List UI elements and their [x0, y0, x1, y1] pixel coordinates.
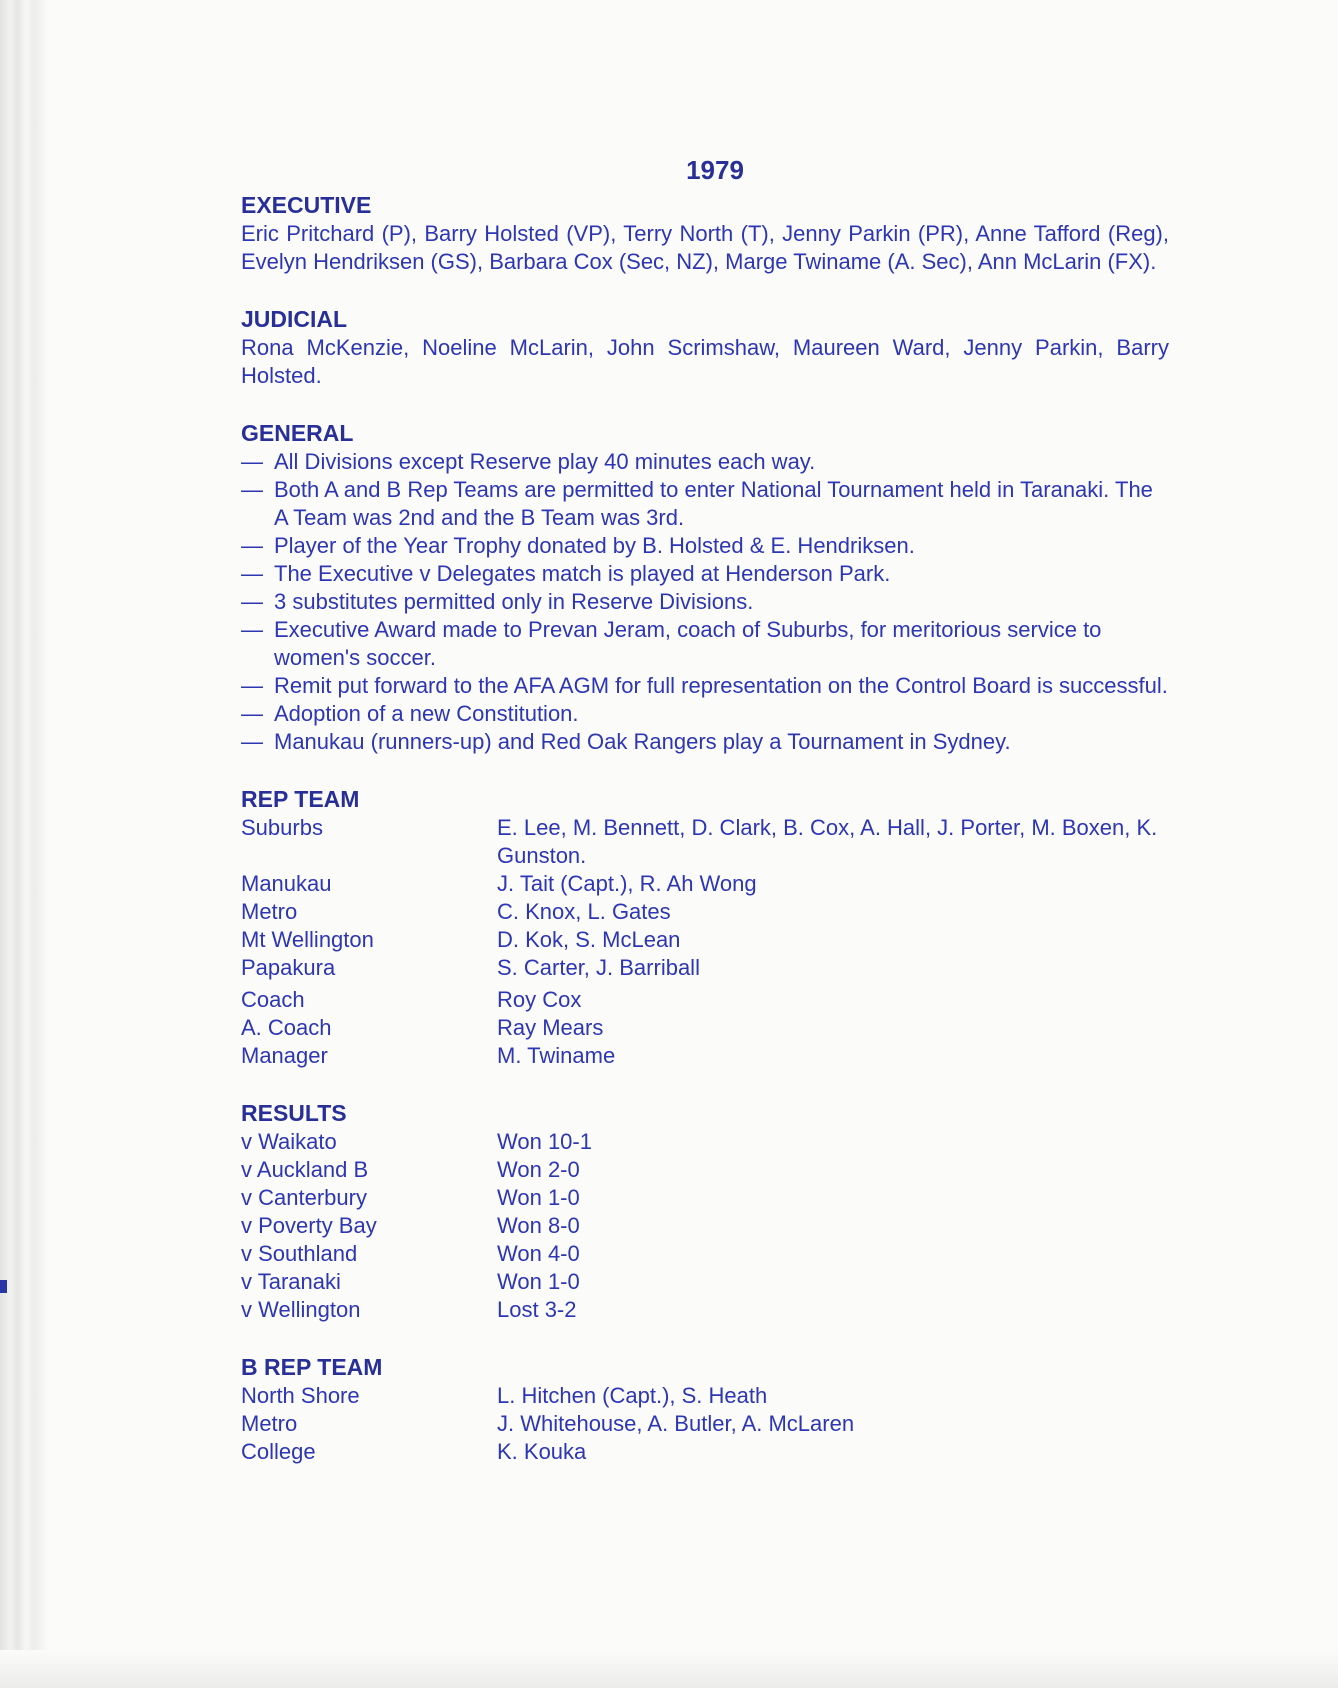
list-item: [241, 476, 1169, 532]
executive-heading: EXECUTIVE: [241, 192, 372, 218]
binding-edge: [0, 0, 60, 1688]
page-bottom-edge: [0, 1650, 1338, 1688]
row-label: Manager: [241, 1043, 328, 1068]
list-item: [241, 532, 1169, 560]
results-section: [241, 1098, 1169, 1324]
row-value: Roy Cox: [497, 987, 582, 1012]
row-value: E. Lee, M. Bennett, D. Clark, B. Cox, A. Hall, J. Porter, M. Boxen, K. Gunston.: [497, 815, 1158, 868]
row-label: v Wellington: [241, 1297, 361, 1322]
row-value: D. Kok, S. McLean: [497, 927, 681, 952]
list-item: [241, 700, 1169, 728]
dash: —: [241, 589, 263, 614]
results-list: [241, 1128, 1169, 1324]
row-label: v Southland: [241, 1241, 358, 1266]
row-value: M. Twiname: [497, 1043, 616, 1068]
list-item-text: The Executive v Delegates match is played at Henderson Park.: [274, 561, 891, 586]
executive-text: Eric Pritchard (P), Barry Holsted (VP), Terry North (T), Jenny Parkin (PR), Anne Tafford (Reg), Evelyn Hendriksen (GS), Barbara Cox (Sec, NZ), Marge Twiname (A. Sec), Ann McLarin (FX).: [241, 221, 1169, 274]
table-row: [241, 1410, 1169, 1438]
general-section: [241, 418, 1169, 756]
table-row: [241, 870, 1169, 898]
list-item-text: Manukau (runners-up) and Red Oak Rangers play a Tournament in Sydney.: [274, 729, 1011, 754]
row-value: Won 1-0: [497, 1185, 580, 1210]
row-label: Coach: [241, 987, 305, 1012]
row-label: Suburbs: [241, 815, 323, 840]
row-value: Won 1-0: [497, 1269, 580, 1294]
row-value: Won 4-0: [497, 1241, 580, 1266]
row-value: J. Tait (Capt.), R. Ah Wong: [497, 871, 757, 896]
list-item: [241, 588, 1169, 616]
row-label: v Taranaki: [241, 1269, 341, 1294]
row-value: Won 10-1: [497, 1129, 592, 1154]
table-row: [241, 1014, 1169, 1042]
table-row: [241, 814, 1169, 870]
dash: —: [241, 617, 263, 642]
document-content: [241, 150, 1169, 1478]
dash: —: [241, 449, 263, 474]
table-row: [241, 926, 1169, 954]
list-item: [241, 560, 1169, 588]
row-label: College: [241, 1439, 316, 1464]
table-row: [241, 1268, 1169, 1296]
year-title: 1979: [686, 155, 744, 185]
row-value: K. Kouka: [497, 1439, 587, 1464]
table-row: [241, 1128, 1169, 1156]
table-row: [241, 954, 1169, 982]
rep-team-list: [241, 814, 1169, 1070]
executive-section: [241, 190, 1169, 276]
row-label: Metro: [241, 899, 298, 924]
general-list: [241, 448, 1169, 756]
table-row: [241, 1212, 1169, 1240]
list-item-text: Both A and B Rep Teams are permitted to enter National Tournament held in Taranaki. The A Team was 2nd and the B Team was 3rd.: [274, 477, 1153, 530]
list-item: [241, 728, 1169, 756]
results-heading: RESULTS: [241, 1100, 347, 1126]
row-label: v Poverty Bay: [241, 1213, 377, 1238]
row-value: J. Whitehouse, A. Butler, A. McLaren: [497, 1411, 855, 1436]
table-row: [241, 986, 1169, 1014]
row-label: v Canterbury: [241, 1185, 367, 1210]
table-row: [241, 1240, 1169, 1268]
row-label: v Auckland B: [241, 1157, 369, 1182]
b-rep-team-heading: B REP TEAM: [241, 1354, 383, 1380]
judicial-section: [241, 304, 1169, 390]
table-row: [241, 1438, 1169, 1466]
list-item: [241, 448, 1169, 476]
rep-team-section: [241, 784, 1169, 1070]
table-row: [241, 1382, 1169, 1410]
judicial-text: Rona McKenzie, Noeline McLarin, John Scrimshaw, Maureen Ward, Jenny Parkin, Barry Holsted.: [241, 335, 1169, 388]
list-item: [241, 672, 1169, 700]
table-row: [241, 1156, 1169, 1184]
dash: —: [241, 477, 263, 502]
list-item-text: Executive Award made to Prevan Jeram, coach of Suburbs, for meritorious service to women's soccer.: [274, 617, 1102, 670]
row-label: Manukau: [241, 871, 332, 896]
list-item-text: All Divisions except Reserve play 40 minutes each way.: [274, 449, 816, 474]
row-label: A. Coach: [241, 1015, 332, 1040]
b-rep-team-section: [241, 1352, 1169, 1466]
dash: —: [241, 701, 263, 726]
list-item-text: Remit put forward to the AFA AGM for full representation on the Control Board is successful.: [274, 673, 1168, 698]
row-label: v Waikato: [241, 1129, 337, 1154]
row-label: Papakura: [241, 955, 336, 980]
general-heading: GENERAL: [241, 420, 354, 446]
table-row: [241, 1042, 1169, 1070]
list-item: [241, 616, 1169, 672]
row-value: Ray Mears: [497, 1015, 604, 1040]
row-value: Won 8-0: [497, 1213, 580, 1238]
dash: —: [241, 729, 263, 754]
list-item-text: 3 substitutes permitted only in Reserve Divisions.: [274, 589, 754, 614]
row-value: L. Hitchen (Capt.), S. Heath: [497, 1383, 768, 1408]
dash: —: [241, 673, 263, 698]
b-rep-team-list: [241, 1382, 1169, 1466]
judicial-heading: JUDICIAL: [241, 306, 348, 332]
dash: —: [241, 533, 263, 558]
row-value: Lost 3-2: [497, 1297, 577, 1322]
row-value: C. Knox, L. Gates: [497, 899, 671, 924]
dash: —: [241, 561, 263, 586]
row-label: Metro: [241, 1411, 298, 1436]
table-row: [241, 898, 1169, 926]
table-row: [241, 1296, 1169, 1324]
table-row: [241, 1184, 1169, 1212]
rep-team-heading: REP TEAM: [241, 786, 360, 812]
row-value: Won 2-0: [497, 1157, 580, 1182]
margin-mark: [0, 1280, 7, 1293]
row-label: Mt Wellington: [241, 927, 374, 952]
list-item-text: Adoption of a new Constitution.: [274, 701, 579, 726]
row-value: S. Carter, J. Barriball: [497, 955, 700, 980]
row-label: North Shore: [241, 1383, 360, 1408]
list-item-text: Player of the Year Trophy donated by B. Holsted & E. Hendriksen.: [274, 533, 915, 558]
